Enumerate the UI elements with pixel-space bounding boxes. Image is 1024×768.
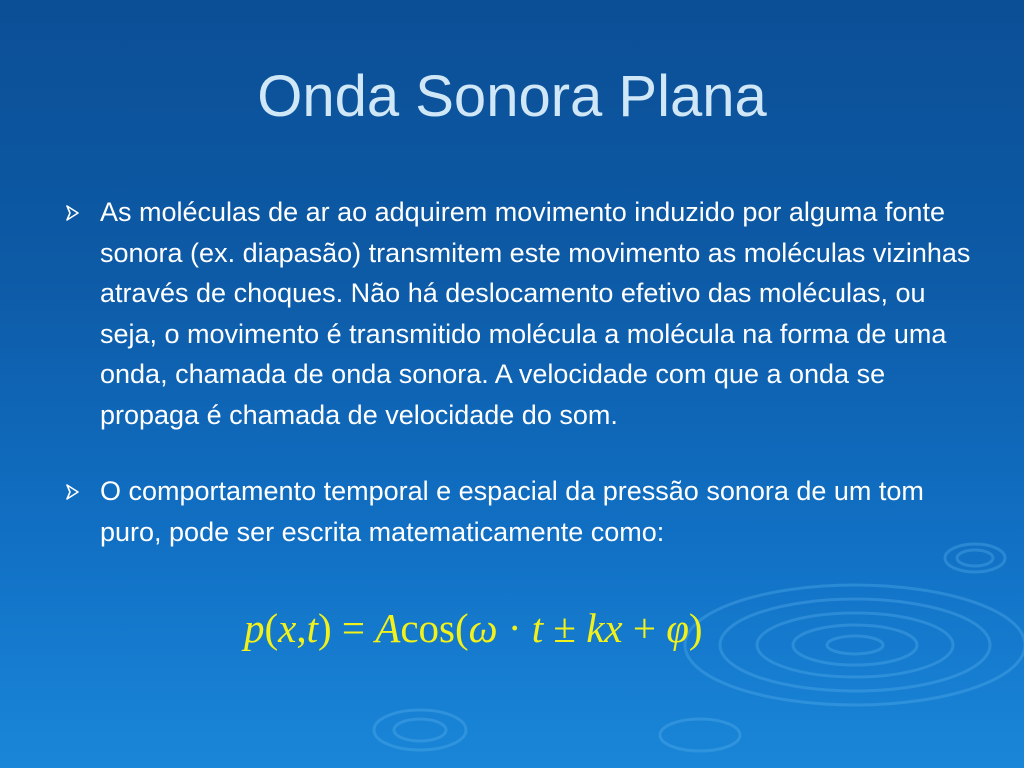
eq-phi: φ [666, 605, 689, 651]
eq-t: t [531, 605, 544, 651]
arrow-bullet-icon [64, 484, 80, 500]
bullet-text: O comportamento temporal e espacial da pressão sonora de um tom puro, pode ser escrita matematicamente como: [100, 476, 924, 547]
arrow-bullet-icon [64, 205, 80, 221]
eq-open-paren: ( [264, 605, 279, 651]
eq-x: x [278, 605, 297, 651]
eq-t: t [306, 605, 319, 651]
eq-close-paren: ) [688, 605, 703, 651]
bullet-item [60, 471, 980, 552]
eq-plus-minus: ± [543, 605, 587, 651]
bullet-list [60, 192, 980, 552]
eq-amplitude: A [375, 605, 401, 651]
eq-kx: kx [586, 605, 623, 651]
eq-open-paren: ( [455, 605, 469, 651]
eq-dot: · [497, 605, 532, 651]
pressure-equation [244, 600, 784, 656]
eq-omega: ω [468, 605, 498, 651]
eq-comma: , [296, 605, 307, 651]
bullet-text: As moléculas de ar ao adquirem movimento induzido por alguma fonte sonora (ex. diapasão) transmitem este movimento as moléculas vizinhas através de choques. Não há deslocamento efetivo das moléculas, ou seja, o movimento é transmitido molécula a molécula na forma de uma onda, chamada de onda sonora. A velocidade com que a onda se propaga é chamada de velocidade do som. [100, 197, 971, 430]
bullet-item [60, 192, 980, 435]
eq-p: p [244, 605, 265, 651]
eq-equals: = [331, 605, 376, 651]
slide-title: Onda Sonora Plana [257, 64, 767, 129]
eq-plus: + [622, 605, 667, 651]
eq-cos: cos [400, 605, 455, 651]
eq-close-paren: ) [318, 605, 332, 651]
